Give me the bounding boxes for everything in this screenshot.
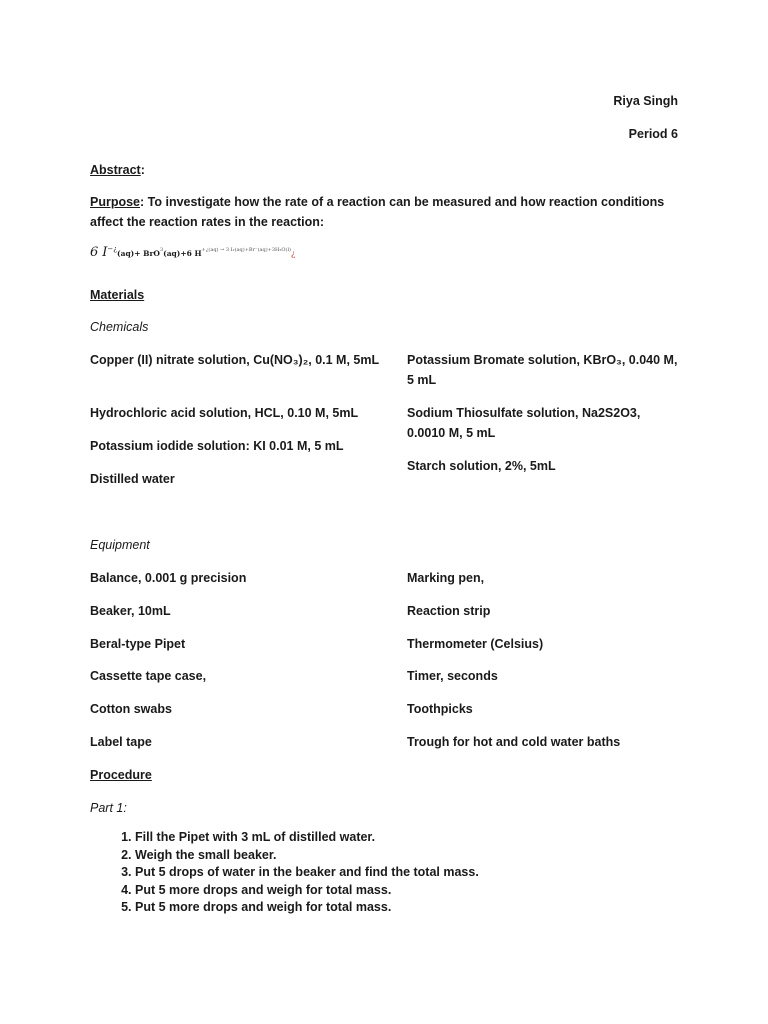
eq-sub: 3 xyxy=(159,246,164,253)
eq-part2: (aq)+6 H xyxy=(163,249,202,258)
chemical-item: Hydrochloric acid solution, HCL, 0.10 M, 5mL xyxy=(90,406,359,420)
eq-iodide: I xyxy=(102,245,108,260)
equipment-heading: Equipment xyxy=(90,538,150,552)
equipment-item: Marking pen, xyxy=(407,571,485,585)
equipment-item: Balance, 0.001 g precision xyxy=(90,571,247,585)
procedure-steps xyxy=(90,829,735,917)
equipment-item: Reaction strip xyxy=(407,604,491,618)
procedure-heading: Procedure xyxy=(90,768,152,782)
procedure-step: 1. Fill the Pipet with 3 mL of distilled water. xyxy=(135,829,735,847)
equipment-item: Cassette tape case, xyxy=(90,669,207,683)
eq-tail: +¿(aq) → 3 I₂(aq)+Br⁻(aq)+3H₂O(l) xyxy=(201,246,292,253)
chemical-item: Potassium iodide solution: KI 0.01 M, 5 mL xyxy=(90,439,344,453)
equipment-item: Toothpicks xyxy=(407,702,473,716)
eq-coefficient: 6 xyxy=(90,245,99,260)
class-period: Period 6 xyxy=(628,127,678,141)
eq-part1: (aq)+ BrO xyxy=(117,249,160,258)
chemical-item: Potassium Bromate solution, KBrO₃, 0.040 M, 5 mL xyxy=(407,353,678,387)
procedure-step: 2. Weigh the small beaker. xyxy=(135,847,735,865)
part1-heading: Part 1: xyxy=(90,801,127,815)
equipment-item: Cotton swabs xyxy=(90,702,172,716)
chemical-item: Starch solution, 2%, 5mL xyxy=(407,459,556,473)
chemical-item: Copper (II) nitrate solution, Cu(NO₃)₂, 0.1 M, 5mL xyxy=(90,353,380,367)
abstract-heading-text: Abstract xyxy=(90,163,141,177)
purpose-label: Purpose xyxy=(90,195,141,209)
chemicals-heading: Chemicals xyxy=(90,320,149,334)
procedure-step: 3. Put 5 drops of water in the beaker and find the total mass. xyxy=(135,864,735,882)
purpose-text: To investigate how the rate of a reaction can be measured and how reaction conditions affect the reaction rates in the reaction: xyxy=(90,195,665,229)
author-name: Riya Singh xyxy=(613,94,678,108)
equipment-item: Thermometer (Celsius) xyxy=(407,637,544,651)
materials-heading: Materials xyxy=(90,288,145,302)
chemical-item: Sodium Thiosulfate solution, Na2S2O3, 0.0010 M, 5 mL xyxy=(407,406,641,440)
reaction-equation xyxy=(90,244,295,260)
equipment-item: Beral-type Pipet xyxy=(90,637,186,651)
purpose-paragraph: Purpose: To investigate how the rate of a reaction can be measured and how reaction conditions affect the reaction rates in the reaction: xyxy=(90,195,665,229)
equipment-item: Timer, seconds xyxy=(407,669,498,683)
procedure-step: 4. Put 5 more drops and weigh for total mass. xyxy=(135,882,735,900)
eq-charge: −¿ xyxy=(107,244,118,253)
eq-end: ¿ xyxy=(291,249,296,258)
equipment-item: Label tape xyxy=(90,735,152,749)
abstract-heading: Abstract: xyxy=(90,163,145,177)
procedure-step: 5. Put 5 more drops and weigh for total mass. xyxy=(135,899,735,917)
chemical-item: Distilled water xyxy=(90,472,175,486)
equipment-item: Trough for hot and cold water baths xyxy=(407,735,621,749)
equipment-item: Beaker, 10mL xyxy=(90,604,171,618)
